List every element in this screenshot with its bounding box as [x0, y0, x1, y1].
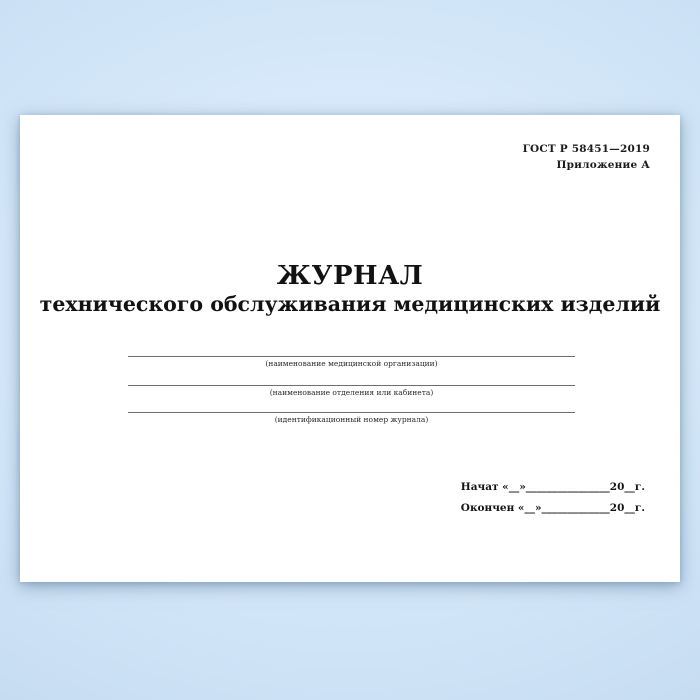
end-date-line: Окончен «__»_____________20__г. — [460, 502, 645, 514]
journal-id-caption: (идентификационный номер журнала) — [274, 415, 429, 424]
journal-id-field — [128, 412, 575, 425]
document-subtitle: технического обслуживания медицинских изделий — [39, 292, 661, 316]
title-block — [20, 261, 680, 318]
standard-reference — [523, 141, 650, 173]
organization-name-field — [128, 356, 575, 369]
gost-standard-number: ГОСТ Р 58451—2019 — [522, 143, 650, 155]
gost-appendix-label: Приложение А — [556, 159, 650, 171]
dates-block — [461, 477, 645, 519]
fill-in-line — [128, 356, 575, 357]
fill-in-line — [128, 385, 575, 386]
journal-cover-page — [20, 115, 680, 582]
organization-name-caption: (наименование медицинской организации) — [265, 359, 438, 368]
department-name-caption: (наименование отделения или кабинета) — [269, 388, 434, 397]
start-date-line: Начат «__»________________20__г. — [460, 481, 645, 493]
document-title: ЖУРНАЛ — [276, 261, 424, 291]
fill-in-line — [128, 412, 575, 413]
department-name-field — [128, 385, 575, 398]
